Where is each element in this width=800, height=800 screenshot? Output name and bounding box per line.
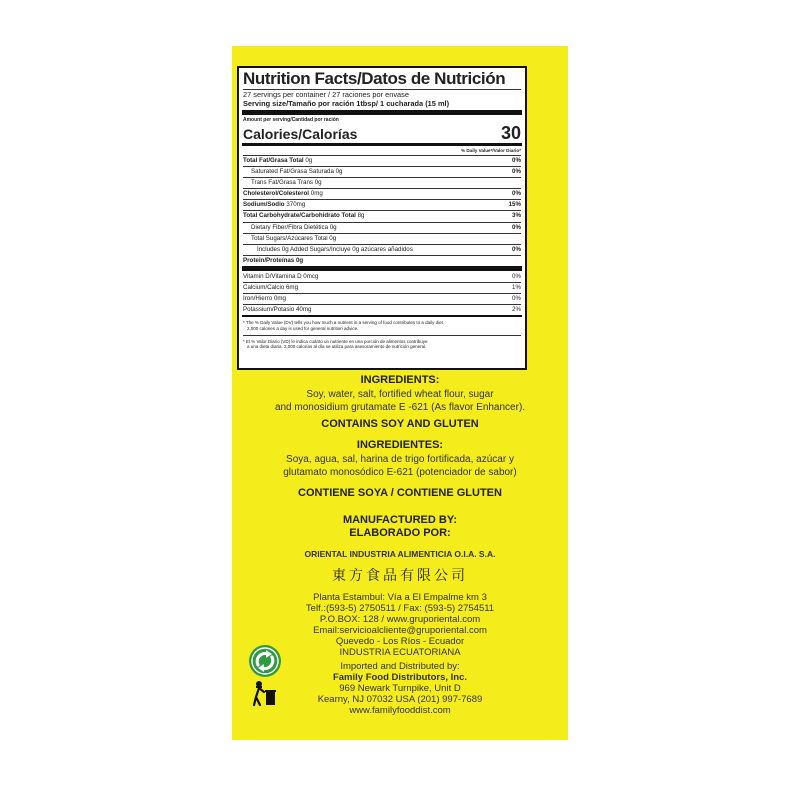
ingredients-heading: INGREDIENTS: [360, 374, 440, 386]
footnote-en-1: * The % Daily Value (DV) tells you how much a nutrient in a serving of food contributes to a daily diet. [243, 320, 445, 326]
nutrient-row: Sodium/Sodio 370mg 15% [243, 199, 521, 210]
vitamin-row: Iron/Hierro 0mg 0% [243, 293, 521, 304]
nutrient-row: Cholesterol/Colesterol 0mg 0% [243, 188, 521, 199]
address-line: P.O.BOX: 128 / www.gruporiental.com [319, 614, 481, 625]
amount-per-serving: Amount per serving/Cantidad por ración [243, 117, 339, 123]
address-line: Planta Estambul: Vía a El Empalme km 3 [313, 592, 487, 603]
ingredientes-section [232, 439, 568, 499]
address-line: INDUSTRIA ECUATORIANA [339, 647, 461, 658]
litter-bin-icon [250, 679, 280, 709]
vitamin-row: Potassium/Potasio 40mg 2% [243, 304, 521, 315]
address-line: Telf.:(593-5) 2750511 / Fax: (593-5) 2754511 [305, 603, 495, 614]
distributor-name: Family Food Distributors, Inc. [332, 672, 468, 683]
ingredientes-heading: INGREDIENTES: [356, 439, 444, 451]
nutrient-row: Saturated Fat/Grasa Saturada 0g 0% [243, 166, 521, 177]
address-line: Email:servicioalcliente@gruporiental.com [313, 625, 487, 636]
manufacturer-section [232, 514, 568, 658]
ingredients-line: and monosidium grutamate E -621 (As flavor Enhancer). [274, 402, 526, 413]
distributor-intro: Imported and Distributed by: [340, 661, 460, 672]
footnote-en-2: 2,000 calories a day is used for general nutrition advice. [247, 325, 359, 331]
nutrition-facts-panel [237, 66, 527, 370]
contiene-alergenos: CONTIENE SOYA / CONTIENE GLUTEN [298, 487, 502, 499]
serving-size-text: Serving size/Tamaño por ración 1tbsp/ 1 cucharada (15 ml) [243, 99, 450, 108]
footnote-es-2: a una dieta diaria. 2,000 calorías al día se utiliza para asesoramiento de nutrición general. [247, 344, 427, 350]
manufacturer-company: ORIENTAL INDUSTRIA ALIMENTICIA O.I.A. S.A. [304, 549, 496, 559]
nutrient-row: Total Sugars/Azúcares Total 0g [243, 233, 521, 244]
nutrient-row: Total Fat/Grasa Total 0g 0% [243, 155, 521, 166]
daily-value-header: % Daily Value*/Valor Diario* [460, 148, 521, 153]
nutrient-row: Trans Fat/Grasa Trans 0g [243, 177, 521, 188]
vitamin-row: Calcium/Calcio 6mg 1% [243, 282, 521, 293]
nutrient-row: Includes 0g Added Sugars/Incluye 0g azúcares añadidos 0% [243, 244, 521, 255]
manufacturer-chinese-name: 東方食品有限公司 [332, 567, 468, 583]
distributor-section [232, 661, 568, 716]
manufactured-by-heading: MANUFACTURED BY: [342, 514, 458, 526]
servings-text: 27 servings per container / 27 raciones por envase [243, 90, 409, 99]
calories-row [243, 124, 521, 142]
ingredientes-line: glutamato monosódico E-621 (potenciador de sabor) [283, 467, 517, 478]
nutrition-title: Nutrition Facts/Datos de Nutrición [243, 69, 506, 88]
ingredients-line: Soy, water, salt, fortified wheat flour, sugar [306, 389, 494, 400]
address-line: Quevedo - Los Ríos - Ecuador [335, 636, 465, 647]
recycle-icon [248, 644, 282, 678]
nutrient-row: Dietary Fiber/Fibra Dietética 0g 0% [243, 222, 521, 233]
footnote-es-1: * El % Valor Diario (VD) le indica cuánto un nutriente en una porción de alimentos contribuye [243, 338, 428, 344]
elaborado-por-heading: ELABORADO POR: [349, 527, 451, 539]
nutrient-row: Protein/Proteínas 0g [243, 255, 521, 266]
distributor-phone: Kearny, NJ 07032 USA (201) 997-7689 [317, 694, 483, 705]
distributor-address: 969 Newark Turnpike, Unit D [339, 683, 461, 694]
vitamin-row: Vitamin D/Vitamina D 0mcg 0% [243, 272, 521, 280]
calories-value: 30 [500, 123, 521, 143]
calories-label: Calories/Calorías [243, 126, 358, 142]
contains-allergens: CONTAINS SOY AND GLUTEN [321, 418, 479, 430]
distributor-website: www.familyfooddist.com [349, 705, 451, 716]
ingredientes-line: Soya, agua, sal, harina de trigo fortificada, azúcar y [286, 454, 514, 465]
ingredients-section [232, 374, 568, 430]
nutrient-row: Total Carbohydrate/Carbohidrato Total 8g 3% [243, 210, 521, 221]
